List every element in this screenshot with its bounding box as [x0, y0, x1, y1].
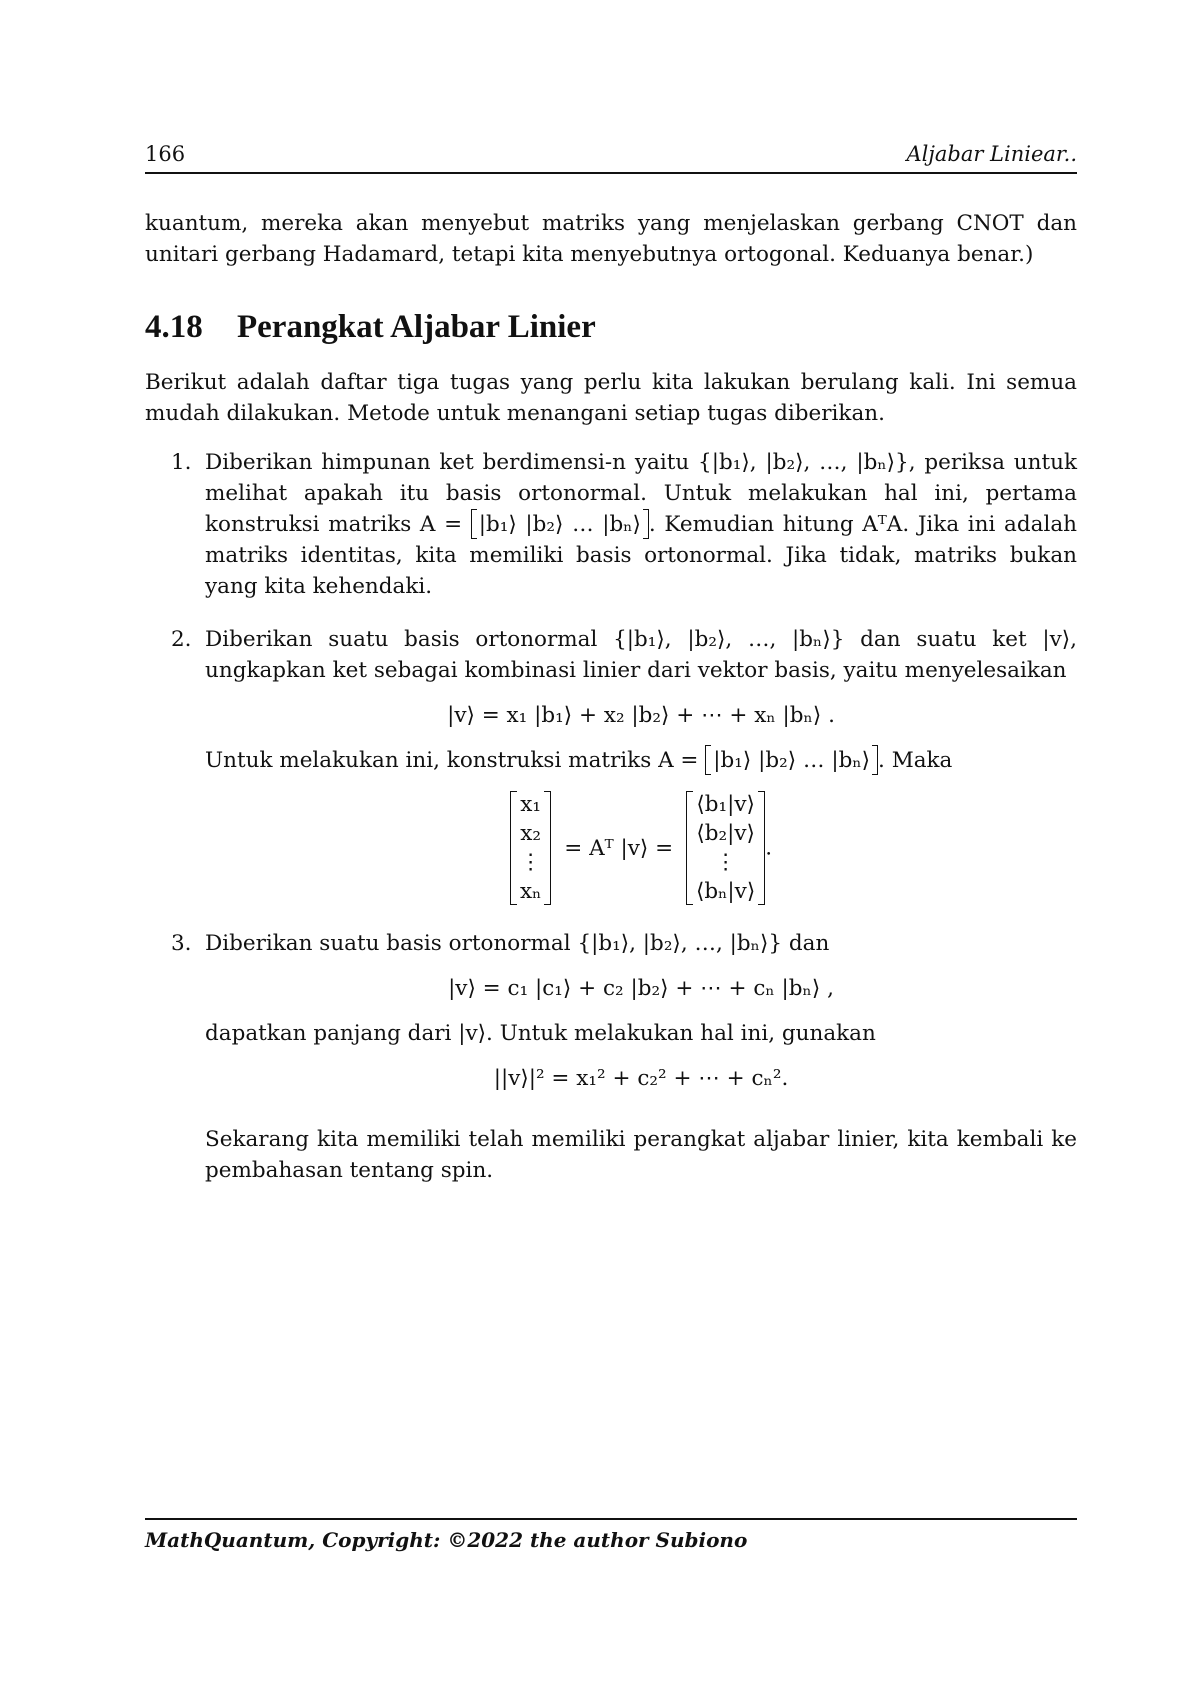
list-item — [145, 624, 1077, 906]
equation: |v⟩ = c₁ |c₁⟩ + c₂ |b₂⟩ + ⋯ + cₙ |bₙ⟩ , — [448, 976, 834, 1001]
intro-paragraph: kuantum, mereka akan menyebut matriks yang menjelaskan gerbang CNOT dan unitari gerbang Hadamard, tetapi kita menyebutnya ortogonal. Keduanya benar.) — [145, 211, 1077, 267]
vector-entry: ⋮ — [519, 850, 542, 875]
bracket-right — [544, 791, 551, 905]
item-text: dapatkan panjang dari |v⟩. Untuk melakukan hal ini, gunakan — [205, 1021, 876, 1046]
list-marker: 2. — [171, 627, 192, 652]
vector-inner-products — [696, 790, 755, 906]
lead-paragraph: Berikut adalah daftar tiga tugas yang perlu kita lakukan berulang kali. Ini semua mudah dilakukan. Metode untuk menangani setiap tugas diberikan. — [145, 370, 1077, 426]
list-item — [145, 447, 1077, 602]
task-list — [145, 447, 1077, 1186]
item-text-part: Diberikan himpunan ket berdimensi-n yaitu {|b₁⟩, |b₂⟩, …, |bₙ⟩}, periksa untuk melihat apakah itu basis ortonormal. Untuk melakukan hal ini, pertama konstruksi — [205, 450, 1077, 537]
item-text-part: matriks A = — [328, 512, 463, 537]
page-body — [145, 208, 1077, 1208]
running-title: Aljabar Liniear.. — [906, 142, 1077, 166]
bracket-left — [510, 791, 517, 905]
footer: MathQuantum, Copyright: ©2022 the author Subiono — [145, 1528, 748, 1552]
row-matrix: |b₁⟩ |b₂⟩ … |bₙ⟩ — [713, 748, 871, 773]
bracket-left — [686, 791, 693, 905]
bracket-left — [471, 509, 477, 539]
vector-entry: ⟨bₙ|v⟩ — [695, 879, 756, 904]
vector-entry: x₂ — [520, 821, 542, 846]
section-title: Perangkat Aljabar Linier — [237, 309, 596, 345]
item-text: Diberikan suatu basis ortonormal {|b₁⟩, |b₂⟩, …, |bₙ⟩} dan — [205, 931, 830, 956]
item-text — [205, 745, 1077, 776]
list-marker: 3. — [171, 931, 192, 956]
vector-entry: ⋮ — [714, 850, 737, 875]
page-number: 166 — [145, 142, 186, 166]
vector-entry: ⟨b₁|v⟩ — [696, 792, 755, 817]
section-heading — [145, 309, 1077, 345]
row-matrix: |b₁⟩ |b₂⟩ … |bₙ⟩ — [478, 512, 641, 537]
footer-rule — [145, 1518, 1077, 1520]
equation-end: . — [765, 835, 773, 861]
matrix-equation — [205, 790, 1077, 906]
equation: |v⟩ = x₁ |b₁⟩ + x₂ |b₂⟩ + ⋯ + xₙ |bₙ⟩ . — [447, 703, 835, 728]
list-item — [145, 928, 1077, 1186]
vector-entry: ⟨b₂|v⟩ — [696, 821, 755, 846]
item-text-part: . Kemudian hitung AᵀA. Jika ini adalah matriks identitas, kita memiliki basis ortonormal. Jika tidak, matriks bukan yang kita kehendaki. — [205, 512, 1077, 599]
section-number: 4.18 — [145, 309, 203, 345]
equation: ||v⟩|² = x₁² + c₂² + ⋯ + cₙ². — [493, 1066, 789, 1091]
vector-entry: x₁ — [520, 792, 542, 817]
vector-x — [520, 790, 542, 906]
equation-middle: = Aᵀ |v⟩ = — [564, 835, 674, 861]
item-text-part: Untuk melakukan ini, konstruksi matriks A = — [205, 748, 699, 773]
vector-entry: xₙ — [519, 879, 542, 904]
running-header — [145, 142, 1077, 174]
item-text: Diberikan suatu basis ortonormal {|b₁⟩, |b₂⟩, …, |bₙ⟩} dan suatu ket |v⟩, ungkapkan ket sebagai kombinasi linier dari vektor basis, yaitu menyelesaikan — [205, 627, 1077, 683]
item-text: Sekarang kita memiliki telah memiliki perangkat aljabar linier, kita kembali ke pembahasan tentang spin. — [205, 1127, 1077, 1183]
item-text — [205, 447, 1077, 602]
bracket-left — [705, 745, 711, 775]
list-marker: 1. — [171, 450, 192, 475]
item-text-part: . Maka — [878, 748, 953, 773]
